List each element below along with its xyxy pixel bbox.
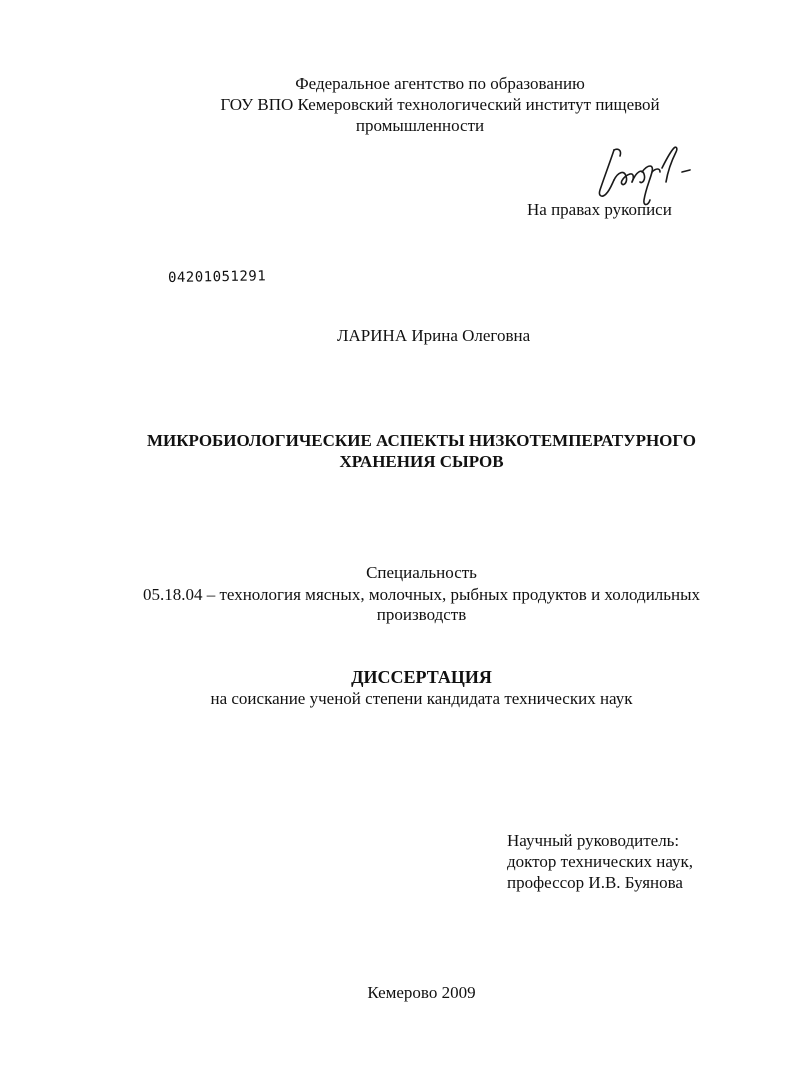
degree-sought: на соискание ученой степени кандидата технических наук	[210, 689, 633, 708]
institute-line: ГОУ ВПО Кемеровский технологический институт пищевой	[220, 95, 660, 114]
supervisor-label: Научный руководитель:	[507, 831, 680, 850]
agency-line: Федеральное агентство по образованию	[295, 74, 585, 93]
catalog-number: 04201051291	[167, 268, 267, 286]
manuscript-note: На правах рукописи	[527, 200, 672, 219]
city-year: Кемерово 2009	[367, 983, 476, 1002]
specialty-label: Специальность	[366, 563, 477, 582]
author-name: ЛАРИНА Ирина Олеговна	[337, 326, 531, 345]
institute-line-continued: промышленности	[355, 116, 485, 135]
dissertation-title: МИКРОБИОЛОГИЧЕСКИЕ АСПЕКТЫ НИЗКОТЕМПЕРАТУРНОГО	[146, 431, 697, 450]
document-type-heading: ДИССЕРТАЦИЯ	[351, 667, 492, 687]
dissertation-title-continued: ХРАНЕНИЯ СЫРОВ	[339, 452, 504, 471]
specialty-text: 05.18.04 – технология мясных, молочных, рыбных продуктов и холодильных	[142, 585, 701, 604]
supervisor-name: профессор И.В. Буянова	[507, 873, 683, 892]
specialty-text-continued: производств	[376, 605, 467, 624]
supervisor-degree: доктор технических наук,	[507, 852, 694, 871]
